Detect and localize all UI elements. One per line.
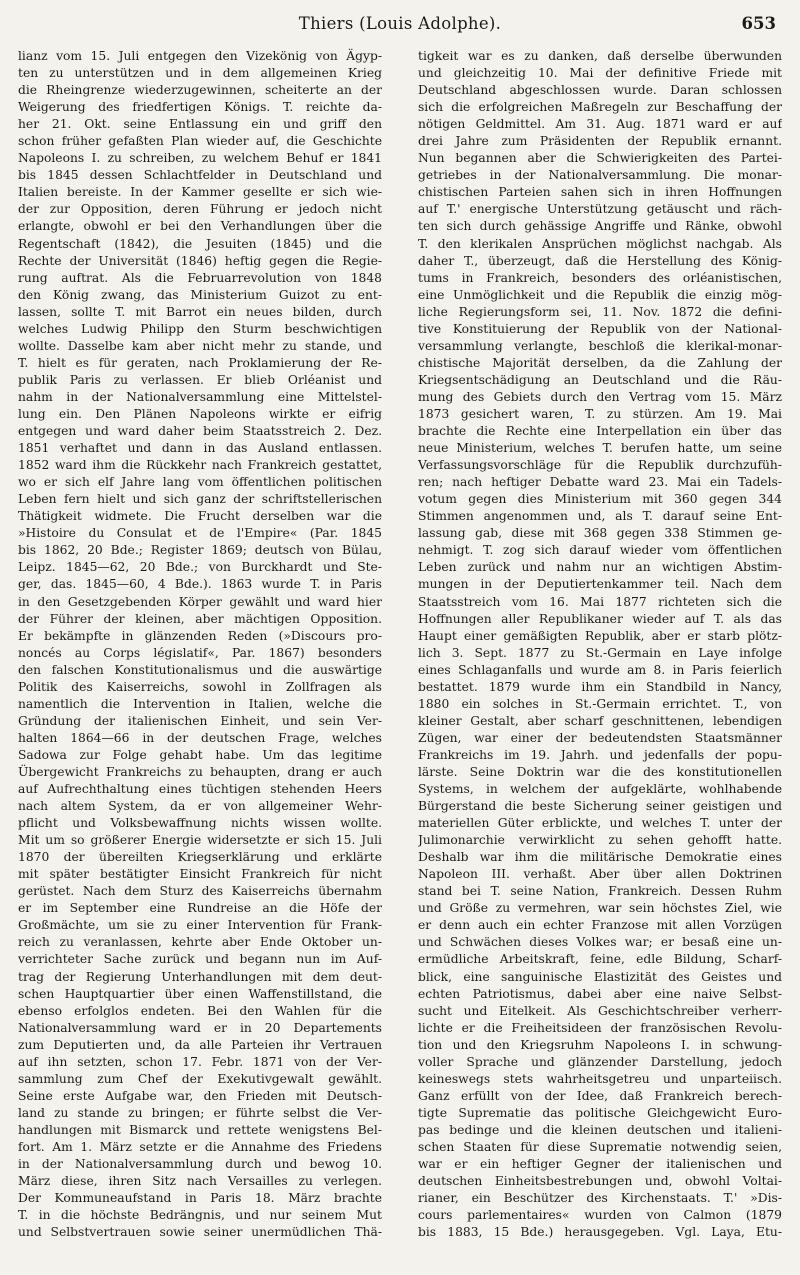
text-line: Staatsstreich vom 16. Mai 1877 richteten sich die — [418, 594, 782, 609]
page-header — [0, 14, 800, 40]
text-line: T. den klerikalen Ansprüchen möglichst nachgab. Als — [418, 236, 782, 251]
text-line: 1880 ein solches in St.-Germain errichtet. T., von — [418, 696, 782, 711]
text-line: eines Schlaganfalls und wurde am 8. in Paris feierlich — [418, 662, 782, 677]
text-line: voller Sprache und glänzender Darstellung, jedoch — [418, 1054, 782, 1069]
text-line: in den Gesetzgebenden Körper gewählt und ward hier — [18, 594, 382, 609]
text-line: Stimmen angenommen und, als T. darauf seine Ent- — [418, 509, 782, 524]
text-line: rianer, ein Beschützer des Kirchenstaats. T.' »Dis- — [418, 1191, 782, 1206]
text-line: Leben zurück und nahm nur an wichtigen Abstim- — [418, 560, 782, 575]
text-line: ten zu unterstützen und in dem allgemeinen Krieg — [18, 66, 382, 81]
text-line: chistischen Parteien sahen sich in ihren Hoffnungen — [418, 185, 782, 200]
text-line: fort. Am 1. März setzte er die Annahme des Friedens — [18, 1140, 382, 1154]
text-line: Haupt einer gemäßigten Republik, aber er starb plötz- — [418, 628, 782, 643]
text-line: her 21. Okt. seine Entlassung ein und griff den — [18, 117, 382, 132]
text-line: noncés au Corps législatif«, Par. 1867) besonders — [18, 645, 382, 660]
text-line: er denn auch ein echter Franzose mit allen Vorzügen — [418, 918, 782, 933]
text-line: Der Kommuneaufstand in Paris 18. März brachte — [18, 1191, 382, 1206]
text-line: Zügen, war einer der bedeutendsten Staatsmänner — [418, 730, 782, 745]
text-line: auf T.' energische Unterstützung getäuscht und räch- — [418, 202, 782, 217]
text-line: schen Hauptquartier über einen Waffenstillstand, die — [18, 986, 382, 1001]
text-line: er im September eine Rundreise an die Höfe der — [18, 901, 382, 916]
text-line: versammlung verlangte, beschloß die klerikal-monar- — [418, 338, 782, 353]
text-line: sammlung zum Chef der Exekutivgewalt gewählt. — [18, 1071, 382, 1086]
text-line: Rechte der Universität (1846) heftig gegen die Regie- — [18, 253, 382, 268]
text-line: reich zu veranlassen, kehrte aber Ende Oktober un- — [18, 935, 382, 950]
text-line: Italien bereiste. In der Kammer gesellte er sich wie- — [18, 185, 382, 200]
text-line: Deutschland abgeschlossen wurde. Daran schlossen — [418, 83, 782, 98]
text-line: schen Staaten für diese Suprematie notwendig seien, — [418, 1140, 782, 1154]
text-line: verrichteter Sache zurück und begann nun im Auf- — [18, 952, 382, 967]
text-line: Leipz. 1845—62, 20 Bde.; von Burckhardt und Ste- — [18, 560, 382, 575]
text-line: 1852 ward ihm die Rückkehr nach Frankreich gestattet, — [18, 458, 382, 473]
text-line: Großmächte, um sie zu einer Intervention für Frank- — [18, 918, 382, 933]
text-line: Verfassungsvorschläge für die Republik durchzufüh- — [418, 458, 782, 473]
text-line: ebenso erfolglos endeten. Bei den Wahlen für die — [18, 1003, 382, 1018]
text-line: ten sich durch gehässige Angriffe und Ränke, obwohl — [418, 219, 782, 234]
text-line: halten 1864—66 in der deutschen Frage, welches — [18, 730, 382, 745]
text-line: kleiner Gestalt, aber scharf geschnittenen, lebendigen — [418, 713, 782, 728]
text-line: Deshalb war ihm die militärische Demokratie eines — [418, 850, 782, 865]
left-column — [18, 48, 382, 1263]
text-line: Thätigkeit widmete. Die Frucht derselben war die — [18, 509, 382, 524]
text-line: Bürgerstand die beste Sicherung seiner geistigen und — [418, 799, 782, 814]
text-line: in der Nationalversammlung durch und bewog 10. — [18, 1157, 382, 1172]
text-line: auf Aufrechthaltung eines tüchtigen stehenden Heers — [18, 782, 382, 797]
text-line: lung ein. Den Plänen Napoleons wirkte er eifrig — [18, 406, 382, 421]
text-line: den falschen Konstitutionalismus und die auswärtige — [18, 662, 382, 677]
text-line: nehmigt. T. zog sich darauf wieder vom öffentlichen — [418, 543, 782, 558]
text-line: mungen in der Deputiertenkammer teil. Nach dem — [418, 577, 782, 592]
text-line: Regentschaft (1842), die Jesuiten (1845) und die — [18, 236, 382, 251]
text-line: tigkeit war es zu danken, daß derselbe überwunden — [418, 49, 782, 63]
running-head: Thiers (Louis Adolphe). — [298, 14, 502, 33]
text-line: welches Ludwig Philipp den Sturm beschwichtigen — [18, 321, 382, 336]
text-line: Systems, in welchem der aufgeklärte, wohlhabende — [418, 782, 782, 797]
text-line: daher T., überzeugt, daß die Herstellung des König- — [418, 253, 782, 268]
text-line: getriebes in der Nationalversammlung. Die monar- — [418, 168, 782, 183]
text-line: und Schwächen dieses Volkes war; er besaß eine un- — [418, 935, 782, 950]
text-line: Ganz erfüllt von der Idee, daß Frankreich berech- — [418, 1088, 782, 1103]
text-line: Napoleon III. verhaßt. Aber über allen Doktrinen — [418, 867, 782, 882]
text-line: die Rheingrenze wiederzugewinnen, scheiterte an der — [18, 83, 382, 98]
text-line: sich die erfolgreichen Maßregeln zur Beschaffung der — [418, 100, 782, 115]
text-line: Napoleons I. zu schreiben, zu welchem Behuf er 1841 — [18, 151, 382, 166]
text-line: März diese, ihren Sitz nach Versailles zu verlegen. — [18, 1174, 382, 1189]
text-line: 1873 gesichert waren, T. zu stürzen. Am 19. Mai — [418, 406, 782, 421]
text-line: entgegen und ward daher beim Staatsstreich 2. Dez. — [18, 424, 382, 439]
text-line: rung auftrat. Als die Februarrevolution von 1848 — [18, 270, 382, 285]
text-line: Gründung der italienischen Einheit, und sein Ver- — [18, 713, 382, 728]
text-line: lichte er die Freiheitsideen der französischen Revolu- — [418, 1020, 782, 1035]
text-line: Leben fern hielt und sich ganz der schriftstellerischen — [18, 492, 382, 507]
text-line: drei Jahre zum Präsidenten der Republik ernannt. — [418, 134, 782, 149]
text-line: namentlich die Intervention in Italien, welche die — [18, 696, 382, 711]
text-line: Julimonarchie verwirklicht zu sehen gehofft hatte. — [418, 833, 782, 848]
text-line: und Größe zu vermehren, war sein höchstes Ziel, wie — [418, 901, 782, 916]
text-line: tive Konstituierung der Republik von der National- — [418, 321, 782, 336]
text-line: ren; nach heftiger Debatte ward 23. Mai ein Tadels- — [418, 475, 782, 490]
text-line: und Selbstvertrauen sowie seiner unermüdlichen Thä- — [18, 1225, 382, 1240]
text-line: 1870 der übereilten Kriegserklärung und erklärte — [18, 850, 382, 865]
text-line: land zu stande zu bringen; er führte selbst die Ver- — [18, 1105, 382, 1120]
right-column — [418, 48, 782, 1263]
text-line: bestattet. 1879 wurde ihm ein Standbild in Nancy, — [418, 679, 782, 694]
text-line: lärste. Seine Doktrin war die des konstitutionellen — [418, 764, 782, 779]
text-line: tums in Frankreich, besonders des orléanistischen, — [418, 270, 782, 285]
text-line: zum Deputierten und, da alle Parteien ihr Vertrauen — [18, 1037, 382, 1052]
text-line: schon früher gefaßten Plan wieder auf, die Geschichte — [18, 134, 382, 149]
text-line: Kriegsentschädigung an Deutschland und die Räu- — [418, 372, 782, 387]
text-line: ermüdliche Arbeitskraft, feine, edle Bildung, Scharf- — [418, 952, 782, 967]
text-line: Hoffnungen aller Republikaner wieder auf T. als das — [418, 611, 782, 626]
text-line: keineswegs stets wahrheitsgetreu und unparteiisch. — [418, 1071, 782, 1086]
text-line: nahm in der Nationalversammlung eine Mittelstel- — [18, 389, 382, 404]
text-line: Nun begannen aber die Schwierigkeiten des Partei- — [418, 151, 782, 166]
text-line: Seine erste Aufgabe war, den Frieden mit Deutsch- — [18, 1088, 382, 1103]
text-line: lassen, sollte T. mit Barrot ein neues bilden, durch — [18, 304, 382, 319]
text-line: nötigen Geldmittel. Am 31. Aug. 1871 ward er auf — [418, 117, 782, 132]
text-line: pas bedinge und die kleinen deutschen und italieni- — [418, 1122, 782, 1137]
text-line: der Führer der kleinen, aber mächtigen Opposition. — [18, 611, 382, 626]
text-line: materiellen Güter erblickte, und welches T. unter der — [418, 816, 782, 831]
text-line: tion und den Kriegsruhm Napoleons I. in schwung- — [418, 1037, 782, 1052]
text-line: bis 1883, 15 Bde.) herausgegeben. Vgl. Laya, Etu- — [418, 1225, 782, 1240]
text-line: wollte. Dasselbe kam aber nicht mehr zu stande, und — [18, 338, 382, 353]
text-line: votum gegen dies Ministerium mit 360 gegen 344 — [418, 492, 782, 507]
text-line: liche Regierungsform sei, 11. Nov. 1872 die defini- — [418, 304, 782, 319]
text-line: Mit um so größerer Energie widersetzte er sich 15. Juli — [18, 833, 382, 848]
text-line: publik Paris zu verlassen. Er blieb Orléanist und — [18, 372, 382, 387]
text-line: Sadowa zur Folge gehabt habe. Um das legitime — [18, 747, 382, 762]
text-line: eine Unmöglichkeit und die Republik die einzig mög- — [418, 287, 782, 302]
text-line: den König zwang, das Ministerium Guizot zu ent- — [18, 287, 382, 302]
text-line: war er ein heftiger Gegner der italienischen und — [418, 1157, 782, 1172]
text-line: chistische Majorität derselben, da die Zahlung der — [418, 355, 782, 370]
text-line: T. in die höchste Bedrängnis, und nur seinem Mut — [18, 1208, 382, 1223]
text-line: gerüstet. Nach dem Sturz des Kaiserreichs übernahm — [18, 884, 382, 899]
text-line: lassung gab, diese mit 368 gegen 338 Stimmen ge- — [418, 526, 782, 541]
text-line: nach altem System, da er von allgemeiner Wehr- — [18, 799, 382, 814]
text-line: brachte die Rechte eine Interpellation ein über das — [418, 424, 782, 439]
text-line: Politik des Kaiserreichs, sowohl in Zollfragen als — [18, 679, 382, 694]
text-line: stand bei T. seine Nation, Frankreich. Dessen Ruhm — [418, 884, 782, 899]
text-line: tigte Suprematie das politische Gleichgewicht Euro- — [418, 1105, 782, 1120]
text-line: bis 1862, 20 Bde.; Register 1869; deutsch von Bülau, — [18, 543, 382, 558]
page-number: 653 — [741, 14, 776, 33]
text-line: mung des Gebiets durch den Vertrag vom 15. März — [418, 389, 782, 404]
text-line: trag der Regierung Unterhandlungen mit dem deut- — [18, 969, 382, 984]
text-line: der zur Opposition, deren Führung er jedoch nicht — [18, 202, 382, 217]
text-line: blick, eine sanguinische Elastizität des Geistes und — [418, 969, 782, 984]
text-line: handlungen mit Bismarck und rettete wenigstens Bel- — [18, 1122, 382, 1137]
text-line: Er bekämpfte in glänzenden Reden (»Discours pro- — [18, 628, 382, 643]
text-line: wo er sich elf Jahre lang vom öffentlichen politischen — [18, 475, 382, 490]
text-line: pflicht und Volksbewaffnung nichts wissen wollte. — [18, 816, 382, 831]
text-line: ger, das. 1845—60, 4 Bde.). 1863 wurde T. in Paris — [18, 577, 382, 592]
text-line: Nationalversammlung ward er in 20 Departements — [18, 1020, 382, 1035]
text-line: 1851 verhaftet und dann in das Ausland entlassen. — [18, 441, 382, 456]
text-line: cours parlementaires« wurden von Calmon (1879 — [418, 1208, 782, 1223]
text-line: T. hielt es für geraten, nach Proklamierung der Re- — [18, 355, 382, 370]
text-line: bis 1845 dessen Schlachtfelder in Deutschland und — [18, 168, 382, 183]
text-line: »Histoire du Consulat et de l'Empire« (Par. 1845 — [18, 526, 382, 541]
text-line: auf ihn setzten, schon 17. Febr. 1871 von der Ver- — [18, 1054, 382, 1069]
text-line: sucht und Eitelkeit. Als Geschichtschreiber verherr- — [418, 1003, 782, 1018]
text-line: Weigerung des friedfertigen Königs. T. reichte da- — [18, 100, 382, 115]
text-line: lich 3. Sept. 1877 zu St.-Germain en Laye infolge — [418, 645, 782, 660]
text-line: mit später bestätigter Einsicht Frankreich für nicht — [18, 867, 382, 882]
text-line: Frankreichs im 19. Jahrh. und jedenfalls der popu- — [418, 747, 782, 762]
text-line: deutschen Einheitsbestrebungen und, obwohl Voltai- — [418, 1174, 782, 1189]
text-line: erlangte, obwohl er bei den Verhandlungen über die — [18, 219, 382, 234]
text-line: lianz vom 15. Juli entgegen den Vizekönig von Ägyp- — [18, 49, 382, 63]
text-line: neue Ministerium, welches T. berufen hatte, um seine — [418, 441, 782, 456]
text-line: Übergewicht Frankreichs zu behaupten, drang er auch — [18, 764, 382, 779]
text-line: und gleichzeitig 10. Mai der definitive Friede mit — [418, 66, 782, 81]
text-line: echten Patriotismus, dabei aber eine naive Selbst- — [418, 986, 782, 1001]
